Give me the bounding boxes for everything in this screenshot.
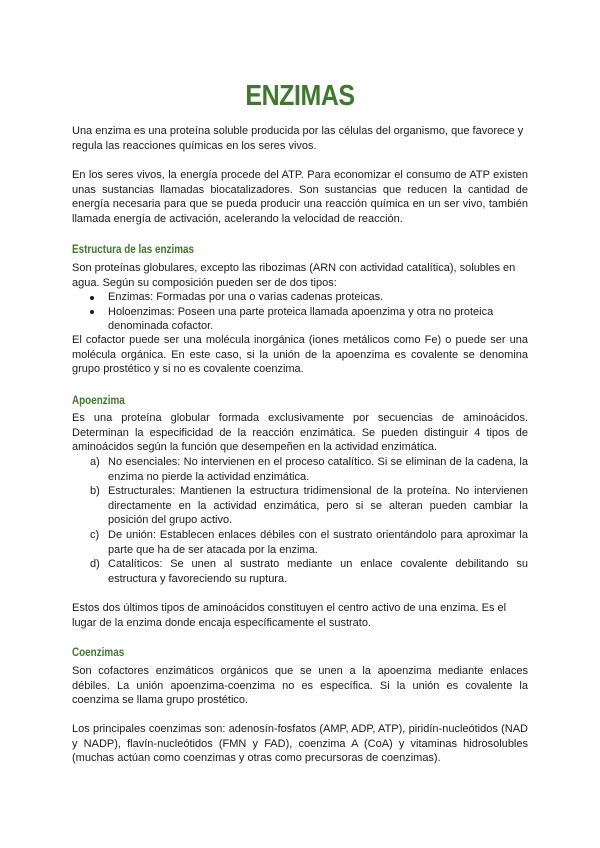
list-item-text: Catalíticos: Se unen al sustrato mediante un enlace covalente debilitando su estructura y favoreciendo su ruptura. [108,558,528,585]
section-heading-estructura: Estructura de las enzimas [72,244,195,256]
list-item-text: Enzimas: Formadas por una o varias cadenas proteicas. [108,291,384,303]
list-item [72,290,528,305]
list-item-text: Holoenzimas: Poseen una parte proteica llamada apoenzima y otra no proteica denominada cofactor. [108,305,494,333]
list-marker: b) [90,485,100,498]
list-item [72,484,528,528]
apoenzima-paragraph-1: Es una proteína globular formada exclusivamente por secuencias de aminoácidos. Determinan la especificidad de la reacción enzimática. Se pueden distinguir 4 tipos de aminoácidos según la función que desempeñen en la actividad enzimática. [72,412,528,454]
list-marker: d) [90,558,100,571]
list-item [72,528,528,557]
apoenzima-paragraph-2: Estos dos últimos tipos de aminoácidos constituyen el centro activo de una enzima. Es el lugar de la enzima donde encaja específicamente el sustrato. [72,602,507,629]
estructura-bullet-list [72,290,528,334]
aminoacid-type-list [72,455,528,586]
list-item [72,305,528,334]
page-title: ENZIMAS [245,80,355,112]
list-item-text: De unión: Establecen enlaces débiles con el sustrato orientándolo para aproximar la parte que ha de ser atacada por la enzima. [108,528,528,556]
estructura-paragraph-1: Son proteínas globulares, excepto las ribozimas (ARN con actividad catalítica), solubles en agua. Según su composición pueden ser de dos tipos: [72,262,516,289]
list-marker: a) [90,456,100,468]
estructura-paragraph-2: El cofactor puede ser una molécula inorgánica (iones metálicos como Fe) o puede ser una molécula orgánica. En este caso, si la unión de la apoenzima es covalente se denomina grupo prostético y si no es covalente coenzima. [72,334,528,376]
list-item-text: Estructurales: Mantienen la estructura tridimensional de la proteína. No intervienen directamente en la actividad enzimática, pero si se alteran pueden cambiar la posición del grupo activo. [108,485,528,527]
list-item [72,557,528,586]
coenzimas-paragraph-1: Son cofactores enzimáticos orgánicos que se unen a la apoenzima mediante enlaces débiles. La unión apoenzima-coenzima no es específica. Si la unión es covalente la coenzima se llama grupo prostético. [72,665,528,707]
list-item [72,455,528,484]
section-heading-apoenzima: Apoenzima [72,395,125,407]
intro-paragraph-1: Una enzima es una proteína soluble producida por las células del organismo, que favorece y regula las reacciones químicas en los seres vivos. [72,125,524,152]
list-marker: c) [90,528,100,541]
list-item-text: No esenciales: No intervienen en el proceso catalítico. Si se eliminan de la cadena, la enzima no pierde la actividad enzimática. [108,456,528,483]
coenzimas-paragraph-2: Los principales coenzimas son: adenosín-fosfatos (AMP, ADP, ATP), piridín-nucleótidos (NAD y NADP), flavín-nucleótidos (FMN y FAD), coenzima A (CoA) y vitaminas hidrosolubles (muchas actúan como coenzimas y otras como precursoras de coenzimas). [72,723,528,765]
intro-paragraph-2: En los seres vivos, la energía procede del ATP. Para economizar el consumo de ATP existen unas sustancias llamadas biocatalizadores. Son sustancias que reducen la cantidad de energía necesaria para que se pueda producir una reacción química en un ser vivo, también llamada energía de activación, acelerando la velocidad de reacción. [72,169,528,225]
section-heading-coenzimas: Coenzimas [72,647,125,659]
